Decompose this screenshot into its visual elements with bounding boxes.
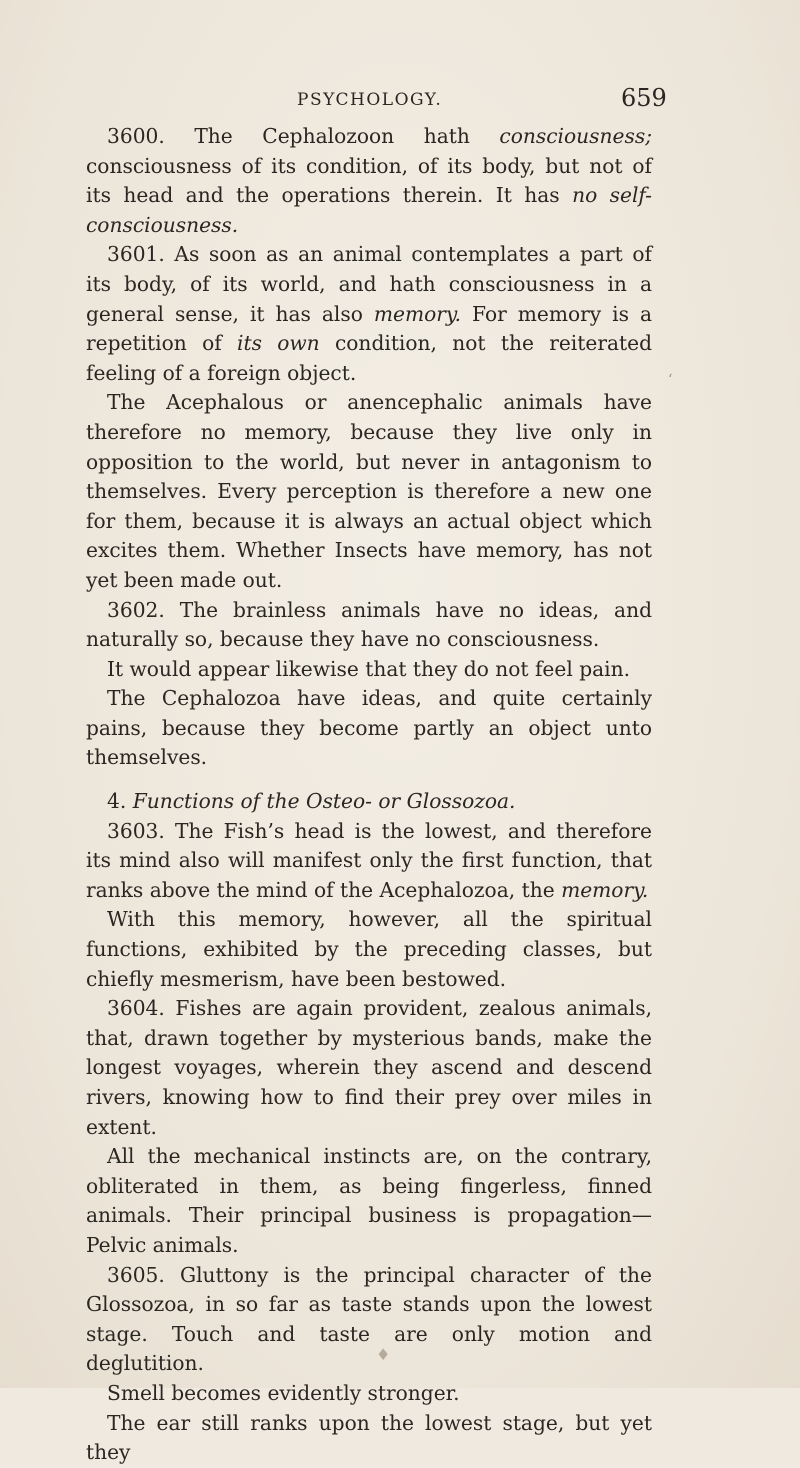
paragraph-ear: The ear still ranks upon the lowest stage, but yet they	[86, 1410, 652, 1465]
section-heading	[86, 787, 652, 817]
section-number: 4.	[107, 789, 127, 814]
paragraph-text: Gluttony is the principal character of the Glossozoa, in so far as taste stands upon the lowest stage. Touch and taste are only motion and deglutition.	[86, 1262, 652, 1376]
paragraph-number: 3604.	[107, 996, 165, 1021]
paragraph-number: 3602.	[107, 597, 165, 622]
paragraph-number: 3601.	[107, 242, 165, 267]
page-number: 659	[621, 84, 667, 112]
page-header	[0, 84, 800, 120]
section-title: Functions of the Osteo- or Glossozoa.	[132, 789, 516, 814]
paragraph-smell: Smell becomes evidently stronger.	[107, 1380, 460, 1405]
paragraph-text: condition, not the reiterated feeling of a foreign object.	[86, 331, 652, 385]
paragraph-number: 3600.	[107, 124, 165, 148]
paragraph-3603	[86, 817, 652, 906]
paragraph-text: As soon as an animal contemplates a part of its body, of its world, and hath consciousness in a general sense, it has also	[86, 242, 652, 326]
paragraph-text: For memory is a repetition of	[86, 301, 652, 356]
paragraph-3602	[86, 596, 652, 655]
italic-term: its own	[237, 331, 320, 356]
paragraph-3604	[86, 994, 652, 1142]
bottom-mark: ♦	[376, 1345, 391, 1364]
italic-term: memory.	[561, 877, 649, 902]
paragraph-3605	[86, 1261, 652, 1379]
paragraph-number: 3603.	[107, 818, 165, 843]
italic-term: consciousness;	[499, 124, 652, 148]
body-text	[86, 122, 652, 1468]
paragraph-text: The Cephalozoon hath	[164, 124, 500, 148]
paragraph-3600	[86, 122, 652, 240]
paragraph-text: The Fish’s head is the lowest, and therefore its mind also will manifest only the first function, that ranks above the mind of the Acephalozoa, the	[86, 818, 652, 902]
paragraph-text: consciousness of its condition, of its body, but not of its head and the operations therein. It has	[86, 153, 652, 208]
paragraph-text: Fishes are again provident, zealous animals, that, drawn together by mysterious bands, make the longest voyages, wherein they ascend and descend rivers, knowing how to find their prey over miles in extent.	[86, 996, 652, 1139]
paragraph-text: The brainless animals have no ideas, and naturally so, because they have no consciousness.	[86, 597, 652, 652]
paragraph-likewise: It would appear likewise that they do not feel pain.	[107, 656, 631, 681]
paragraph-cephalozoa: The Cephalozoa have ideas, and quite certainly pains, because they become partly an object unto themselves.	[86, 686, 652, 770]
paragraph-number: 3605.	[107, 1262, 165, 1287]
italic-term: memory.	[373, 301, 462, 326]
paragraph-acephalous: The Acephalous or anencephalic animals have therefore no memory, because they live only in opposition to the world, but never in antagonism to themselves. Every perception is therefore a new one for them, because it is always an actual object which excites them. Whether Insects have memory, has not yet been made out.	[86, 390, 652, 592]
paragraph-mechanical: All the mechanical instincts are, on the contrary, obliterated in them, as being fingerless, finned animals. Their principal business is propagation—Pelvic animals.	[86, 1144, 652, 1257]
paragraph-3601	[86, 240, 652, 388]
margin-mark: ‘	[668, 372, 673, 388]
italic-term: no self-consciousness.	[86, 183, 652, 237]
paragraph-memory: With this memory, however, all the spiritual functions, exhibited by the preceding classes, but chiefly mesmerism, have been bestowed.	[86, 907, 652, 991]
running-title: PSYCHOLOGY.	[297, 90, 443, 110]
